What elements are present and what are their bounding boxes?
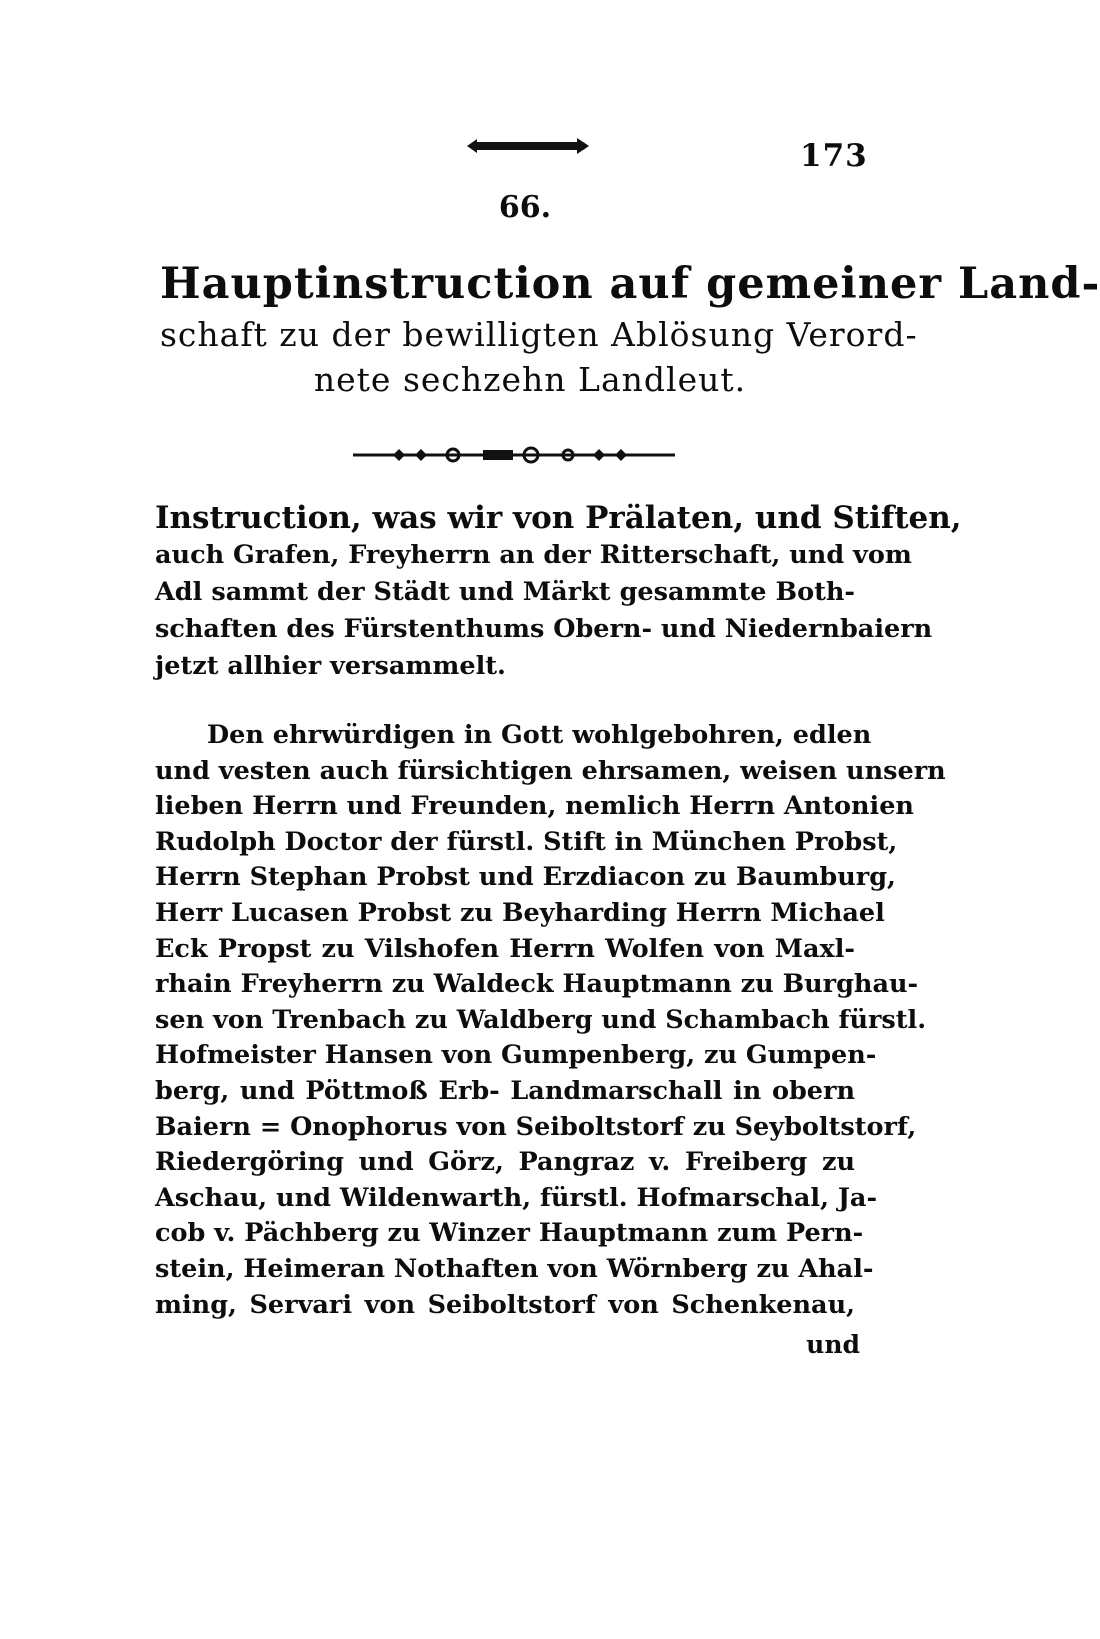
text-line: Rudolph Doctor der fürstl. Stift in München Probst, [155,826,898,857]
ornament-rule-icon [463,135,593,157]
text-line: jetzt allhier versammelt. [155,651,506,681]
text-line: stein, Heimeran Nothaften von Wörnberg zu Ahal- [155,1253,874,1284]
text-line: ming, Servari von Seiboltstorf von Schenkenau, [155,1289,855,1320]
title-line: nete sechzehn Landleut. [313,359,747,399]
text-line: lieben Herrn und Freunden, nemlich Herrn Antonien [155,791,914,822]
text-line: cob v. Pächberg zu Winzer Hauptmann zum Pern- [155,1218,864,1249]
text-line: Riedergöring und Görz, Pangraz v. Freiberg zu [155,1147,855,1178]
text-line: Herrn Stephan Probst und Erzdiacon zu Baumburg, [155,862,896,893]
text-line: rhain Freyherrn zu Waldeck Hauptmann zu Burghau- [155,969,919,1000]
document-number: 66. [498,190,552,225]
paragraph-address [155,718,946,1323]
catchword: und [806,1330,860,1359]
ornament-divider-icon [353,442,675,468]
page-number: 173 [800,138,868,174]
text-line: Den ehrwürdigen in Gott wohlgebohren, edlen [207,720,872,750]
text-line: berg, und Pöttmoß Erb- Landmarschall in obern [155,1075,855,1106]
text-line: Adl sammt der Städt und Märkt gesammte Both- [155,577,855,607]
text-line: Instruction, was wir von Prälaten, und Stiften, [155,500,962,536]
text-line: sen von Trenbach zu Waldberg und Schambach fürstl. [155,1004,927,1035]
text-line: Herr Lucasen Probst zu Beyharding Herrn Michael [155,897,885,928]
text-line: Aschau, und Wildenwarth, fürstl. Hofmarschal, Ja- [155,1182,878,1213]
text-line: und vesten auch fürsichtigen ehrsamen, weisen unsern [155,755,946,786]
title-line: Hauptinstruction auf gemeiner Land- [160,259,1100,309]
paragraph-instruction [155,500,962,685]
document-title [160,255,1100,402]
text-line: schaften des Fürstenthums Obern- und Niedernbaiern [155,614,933,644]
text-line: Hofmeister Hansen von Gumpenberg, zu Gumpen- [155,1040,877,1071]
text-line: Eck Propst zu Vilshofen Herrn Wolfen von Maxl- [155,933,855,964]
text-line: auch Grafen, Freyherrn an der Ritterschaft, und vom [155,540,912,570]
title-line: schaft zu der bewilligten Ablösung Verord- [160,315,918,355]
text-line: Baiern = Onophorus von Seiboltstorf zu Seyboltstorf, [155,1111,917,1142]
